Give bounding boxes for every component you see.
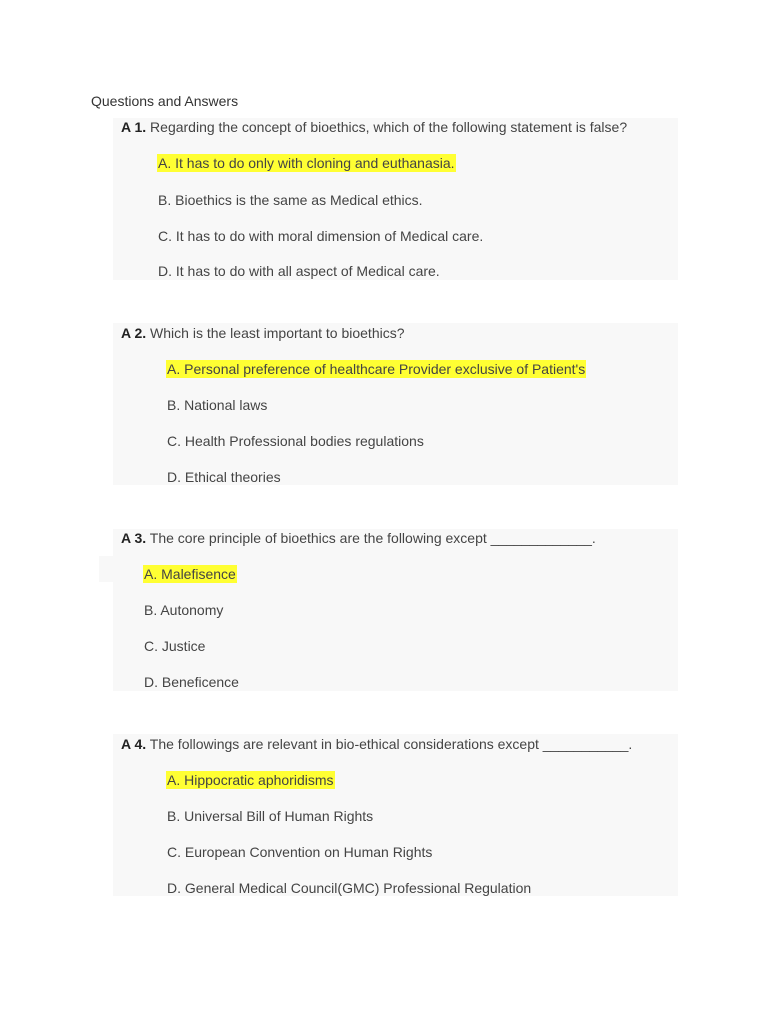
question-3-option-d: D. Beneficence xyxy=(144,674,239,690)
question-1-prompt: Regarding the concept of bioethics, which of the following statement is false? xyxy=(150,119,628,135)
question-3-option-b: B. Autonomy xyxy=(144,602,224,618)
question-3-option-c: C. Justice xyxy=(144,638,206,654)
question-2-prompt: Which is the least important to bioethics? xyxy=(150,325,405,341)
page-title: Questions and Answers xyxy=(91,93,239,109)
question-2-number: A 2. xyxy=(121,325,147,341)
question-1-option-c: C. It has to do with moral dimension of Medical care. xyxy=(158,228,484,244)
question-1-number: A 1. xyxy=(121,119,147,135)
question-1-option-b: B. Bioethics is the same as Medical ethics. xyxy=(158,192,423,208)
question-3-prompt: The core principle of bioethics are the following except _____________. xyxy=(149,530,596,546)
question-4-prompt: The followings are relevant in bio-ethical considerations except ___________. xyxy=(149,736,633,752)
question-4-text xyxy=(121,736,632,752)
question-4-option-c: C. European Convention on Human Rights xyxy=(167,844,433,860)
question-2-option-a: A. Personal preference of healthcare Provider exclusive of Patient's xyxy=(167,361,586,377)
question-2-option-d: D. Ethical theories xyxy=(167,469,281,485)
question-3-number: A 3. xyxy=(121,530,147,546)
question-4-option-a: A. Hippocratic aphoridisms xyxy=(167,772,334,788)
question-2-text xyxy=(121,325,405,341)
question-1-option-a: A. It has to do only with cloning and euthanasia. xyxy=(158,155,455,171)
question-2-option-c: C. Health Professional bodies regulations xyxy=(167,433,424,449)
question-1-option-d: D. It has to do with all aspect of Medical care. xyxy=(158,263,440,279)
question-1-text xyxy=(121,119,627,135)
question-4-option-b: B. Universal Bill of Human Rights xyxy=(167,808,374,824)
question-4-number: A 4. xyxy=(121,736,147,752)
question-2-option-b: B. National laws xyxy=(167,397,268,413)
question-3-text xyxy=(121,530,596,546)
question-3-option-a: A. Malefisence xyxy=(144,566,236,582)
question-4-option-d: D. General Medical Council(GMC) Professional Regulation xyxy=(167,880,532,896)
